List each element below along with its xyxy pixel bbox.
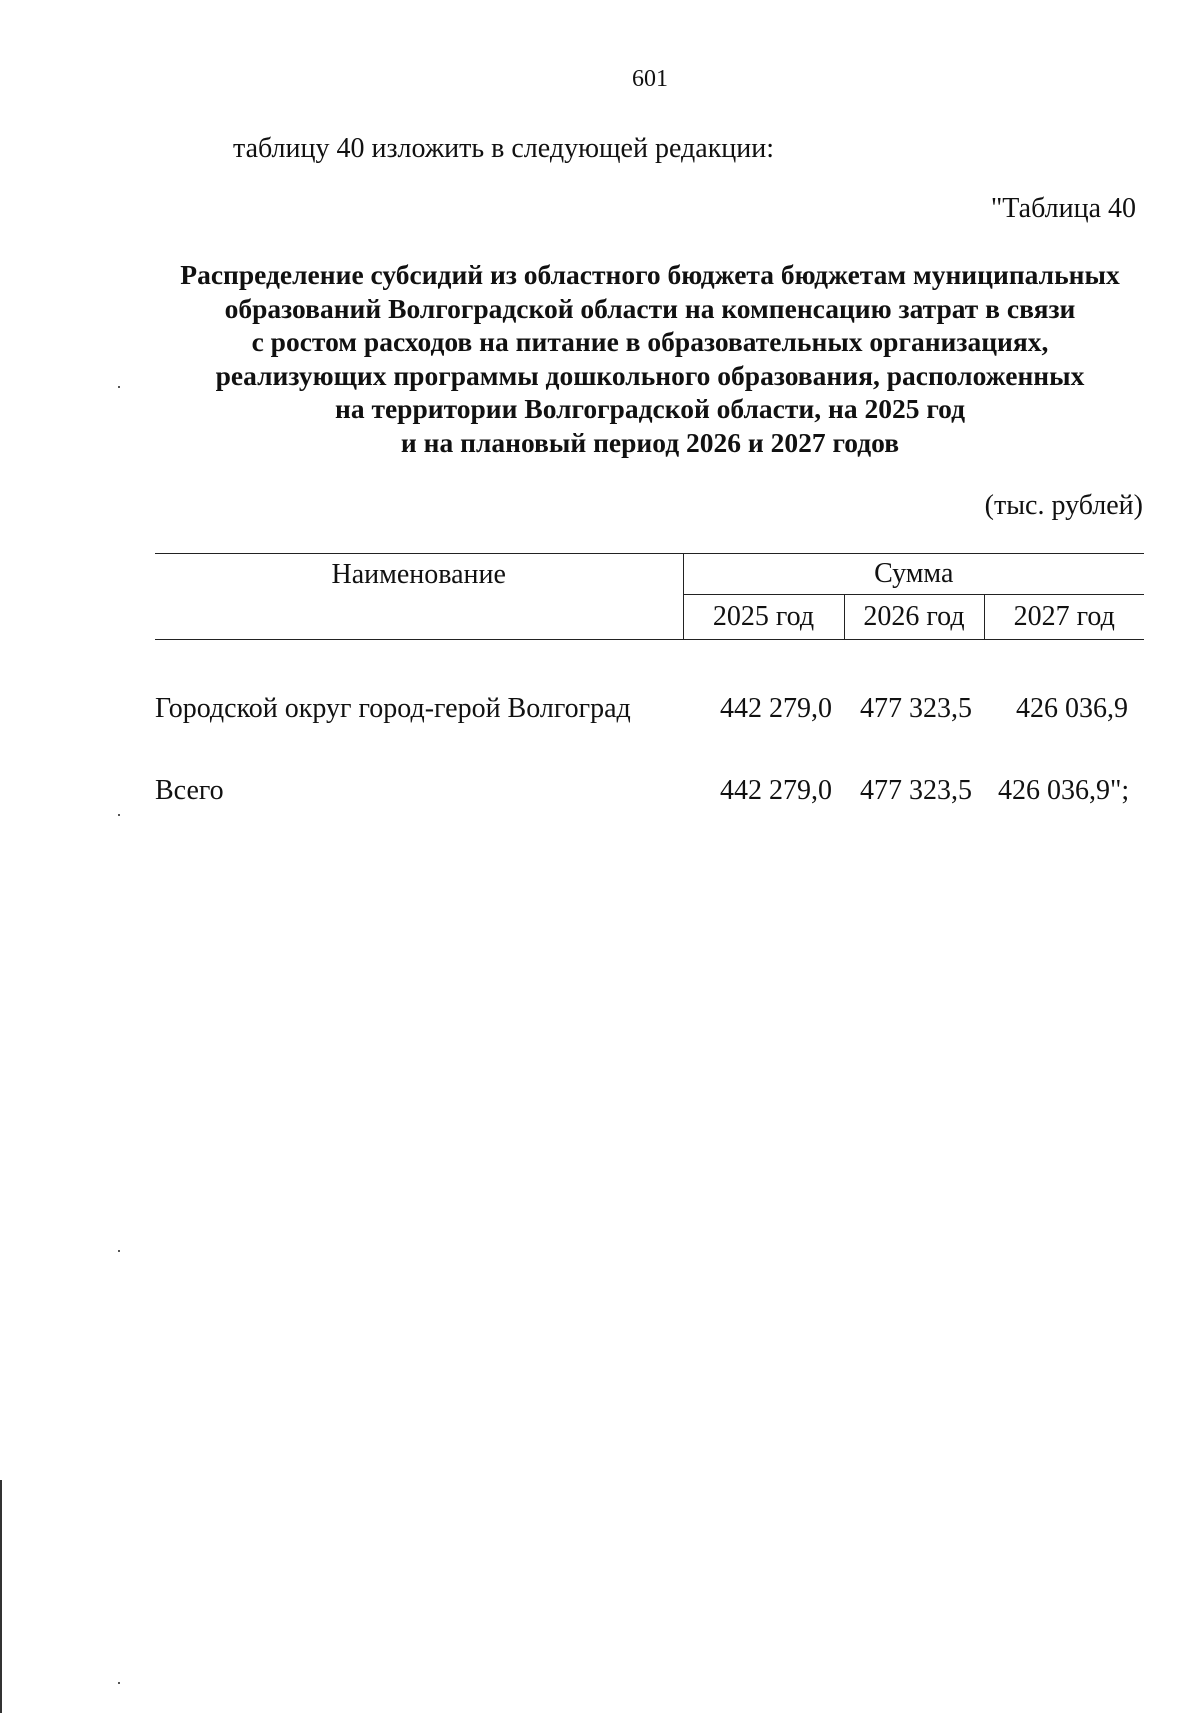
total-label: Всего [155,775,224,806]
total-value-2027: 426 036,9"; [998,775,1130,806]
scan-edge-line [0,1480,2,1713]
subsidy-table [155,553,1144,818]
title-line: и на плановый период 2026 и 2027 годов [400,426,900,458]
title-line: с ростом расходов на питание в образовательных организациях, [251,326,1049,358]
scan-mark [118,386,120,388]
table-spacer [155,640,1144,681]
column-header-year-2027: 2027 год [984,595,1144,640]
title-line: на территории Волгоградской области, на 2025 год [334,393,965,425]
total-row [155,764,1144,818]
title-line: Распределение субсидий из областного бюджета бюджетам муниципальных [180,259,1120,290]
column-header-year-2026: 2026 год [844,595,984,640]
total-value-2026: 477 323,5 [860,775,972,806]
table-header-row [155,554,1144,595]
column-header-year-2025: 2025 год [683,595,844,640]
column-header-name: Наименование [155,554,683,640]
title-line: образований Волгоградской области на компенсацию затрат в связи [224,292,1076,324]
title-line: реализующих программы дошкольного образования, расположенных [215,359,1085,391]
table-row [155,680,1144,738]
row-value-2026: 477 323,5 [860,693,972,724]
total-value-2025: 442 279,0 [720,775,832,806]
page-number: 601 [632,66,668,92]
column-header-sum: Сумма [683,554,1144,595]
scan-mark [118,1250,120,1252]
table-caption: "Таблица 40 [990,193,1136,224]
row-value-2025: 442 279,0 [720,693,832,724]
scan-mark [118,1682,120,1684]
row-value-2027: 426 036,9 [1016,693,1128,724]
units-label: (тыс. рублей) [984,490,1143,521]
scan-mark [118,814,120,816]
row-name: Городской округ город-герой Волгоград [155,693,631,724]
intro-text: таблицу 40 изложить в следующей редакции: [233,133,775,164]
table-spacer [155,738,1144,764]
table-title [140,258,1160,460]
